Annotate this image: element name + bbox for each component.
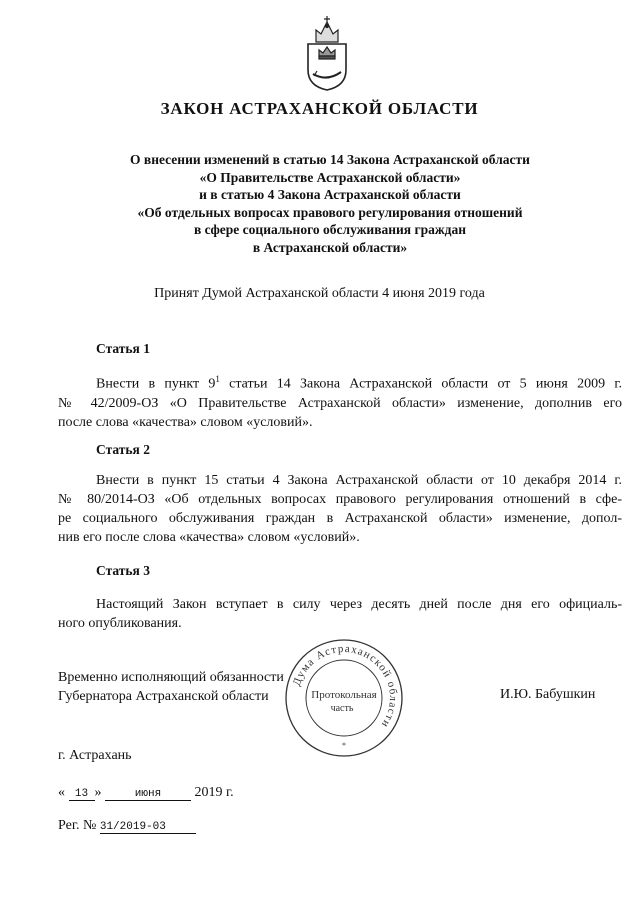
reg-number: 31/2019-03: [100, 821, 196, 834]
sign-date: « 13 » июня 2019 г.: [58, 785, 234, 800]
text-line: после слова «качества» словом «условий».: [58, 414, 313, 430]
signatory-position: [58, 668, 284, 706]
article-2-text: [58, 471, 622, 547]
subject-line: «О Правительстве Астраханской области»: [199, 169, 461, 185]
law-title: ЗАКОН АСТРАХАНСКОЙ ОБЛАСТИ: [160, 99, 479, 118]
position-line: Временно исполняющий обязанности: [58, 670, 284, 685]
law-subject: [60, 151, 600, 257]
text-line: Настоящий Закон вступает в силу через десять дней после дня его официаль-: [96, 597, 622, 612]
subject-line: и в статью 4 Закона Астраханской области: [199, 187, 461, 203]
position-line: Губернатора Астраханской области: [58, 689, 269, 704]
text-line: ного опубликования.: [58, 616, 182, 631]
text-line: Внести в пункт $9^1$ статьи 14 Закона Астраханской области от 5 июня 2009 г.: [96, 374, 623, 392]
date-month: июня: [105, 788, 191, 801]
reg-label: Рег. №: [58, 818, 97, 833]
text-line: Внести в пункт 15 статьи 4 Закона Астраханской области от 10 декабря 2014 г.: [96, 473, 622, 488]
article-3-text: [58, 595, 622, 633]
article-1-heading: Статья 1: [96, 341, 150, 356]
adoption-note: Принят Думой Астраханской области 4 июня 2019 года: [154, 286, 485, 301]
text-line: № 80/2014-ОЗ «Об отдельных вопросах правового регулирования отношений в сфе-: [58, 492, 622, 507]
text-line: № 42/2009-ОЗ «О Правительстве Астраханской области» изменение, дополнив его: [58, 395, 622, 411]
subject-line: «Об отдельных вопросах правового регулирования отношений: [137, 204, 523, 220]
subject-line: О внесении изменений в статью 14 Закона Астраханской области: [130, 152, 530, 167]
registration: [58, 818, 196, 834]
subject-line: в Астраханской области»: [252, 239, 408, 255]
date-day: 13: [69, 788, 95, 801]
text-line: нив его после слова «качества» словом «условий».: [58, 530, 360, 545]
text-line: ре социального обслуживания граждан в Астраханской области» изменение, допол-: [58, 511, 622, 526]
stamp-ring-text: Дума Астраханской области: [290, 642, 400, 731]
article-1-text: [58, 370, 622, 432]
star-icon: *: [342, 741, 346, 750]
subject-line: в сфере социального обслуживания граждан: [193, 222, 467, 238]
city: г. Астрахань: [58, 748, 132, 763]
article-3-heading: Статья 3: [96, 563, 150, 578]
date-year: 2019 г.: [194, 785, 234, 800]
article-2-heading: Статья 2: [96, 442, 150, 457]
stamp-center-line: часть: [330, 703, 354, 714]
coat-of-arms-icon: [302, 12, 352, 92]
stamp-center-line: Протокольная: [311, 689, 377, 701]
round-stamp: [282, 636, 406, 760]
signatory-name: И.Ю. Бабушкин: [500, 687, 596, 702]
